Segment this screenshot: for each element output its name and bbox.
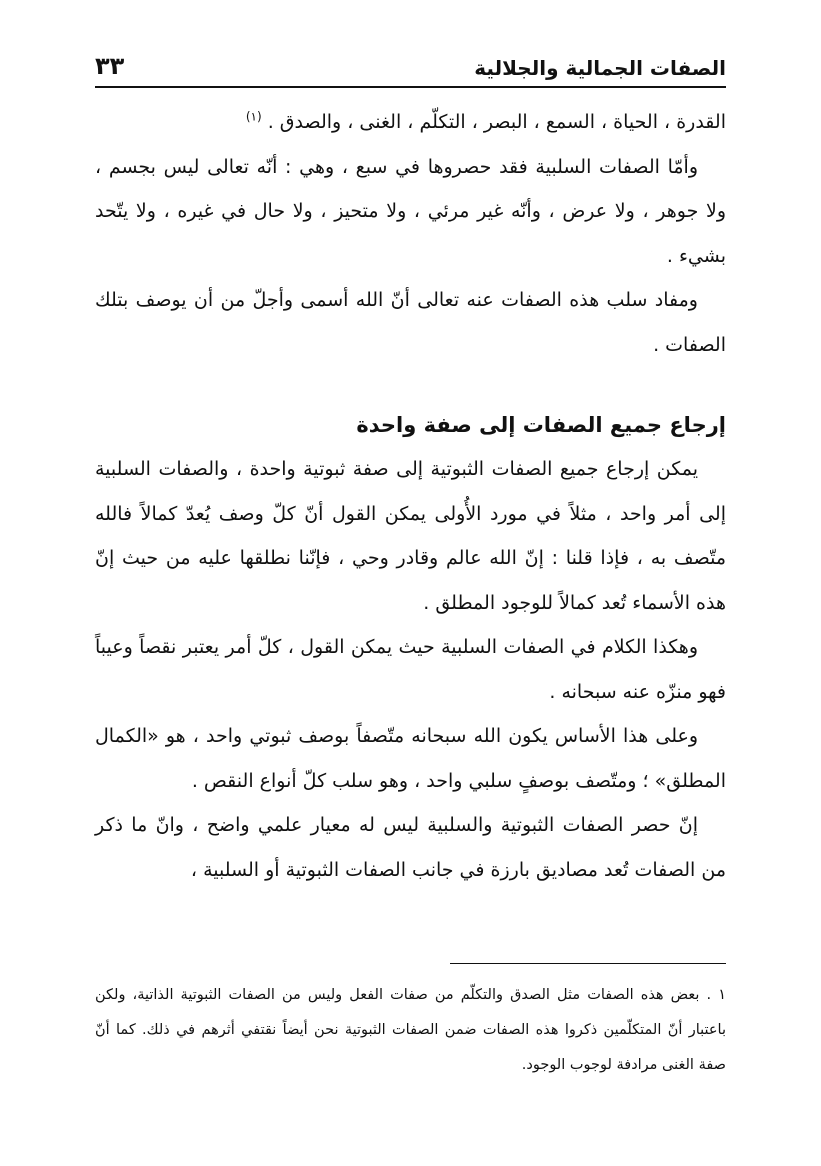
main-text (95, 100, 726, 892)
paragraph-1 (95, 100, 726, 145)
page-number: ٣٣ (95, 52, 125, 80)
footnote-reference: (١) (245, 109, 262, 124)
paragraph-5: وهكذا الكلام في الصفات السلبية حيث يمكن القول ، كلّ أمر يعتبر نقصاً وعيباً فهو منزّه عنه سبحانه . (95, 636, 726, 703)
section-heading: إرجاع جميع الصفات إلى صفة واحدة (356, 413, 726, 437)
running-header (95, 40, 726, 80)
paragraph-4: يمكن إرجاع جميع الصفات الثبوتية إلى صفة ثبوتية واحدة ، والصفات السلبية إلى أمر واحد ، مثلاً في مورد الأُولى يمكن القول أنّ كلّ وصف يُعدّ كمالاً فالله متّصف به ، فإذا قلنا : إنّ الله عالم وقادر وحي ، فإنّنا نطلقها عليه من حيث إنّ هذه الأسماء تُعد كمالاً للوجود المطلق . (95, 458, 726, 614)
running-title: الصفات الجمالية والجلالية (474, 56, 726, 80)
paragraph-2: وأمّا الصفات السلبية فقد حصروها في سبع ، وهي : أنّه تعالى ليس بجسم ، ولا جوهر ، ولا عرض ، وأنّه غير مرئي ، ولا متحيز ، ولا حال في غيره ، ولا يتّحد بشيء . (95, 155, 726, 267)
paragraph-1-text: القدرة ، الحياة ، السمع ، البصر ، التكلّم ، الغنى ، والصدق . (267, 111, 726, 133)
footnotes (95, 978, 726, 1083)
header-rule (95, 86, 726, 88)
footnote-1: ١ . بعض هذه الصفات مثل الصدق والتكلّم من صفات الفعل وليس من الصفات الثبوتية الذاتية، ولكن باعتبار أنّ المتكلّمين ذكروا هذه الصفات ضمن الصفات الثبوتية نحن أيضاً نقتفي أثرهم في ذلك. كما أنّ صفة الغنى مرادفة لوجوب الوجود. (95, 987, 726, 1073)
paragraph-6: وعلى هذا الأساس يكون الله سبحانه متّصفاً بوصف ثبوتي واحد ، هو «الكمال المطلق» ؛ ومتّصف بوصفٍ سلبي واحد ، وهو سلب كلّ أنواع النقص . (95, 725, 726, 792)
paragraph-3: ومفاد سلب هذه الصفات عنه تعالى أنّ الله أسمى وأجلّ من أن يوصف بتلك الصفات . (95, 289, 726, 356)
paragraph-7: إنّ حصر الصفات الثبوتية والسلبية ليس له معيار علمي واضح ، وانّ ما ذكر من الصفات تُعد مصاديق بارزة في جانب الصفات الثبوتية أو السلبية ، (95, 814, 726, 881)
footnote-separator (450, 963, 726, 964)
